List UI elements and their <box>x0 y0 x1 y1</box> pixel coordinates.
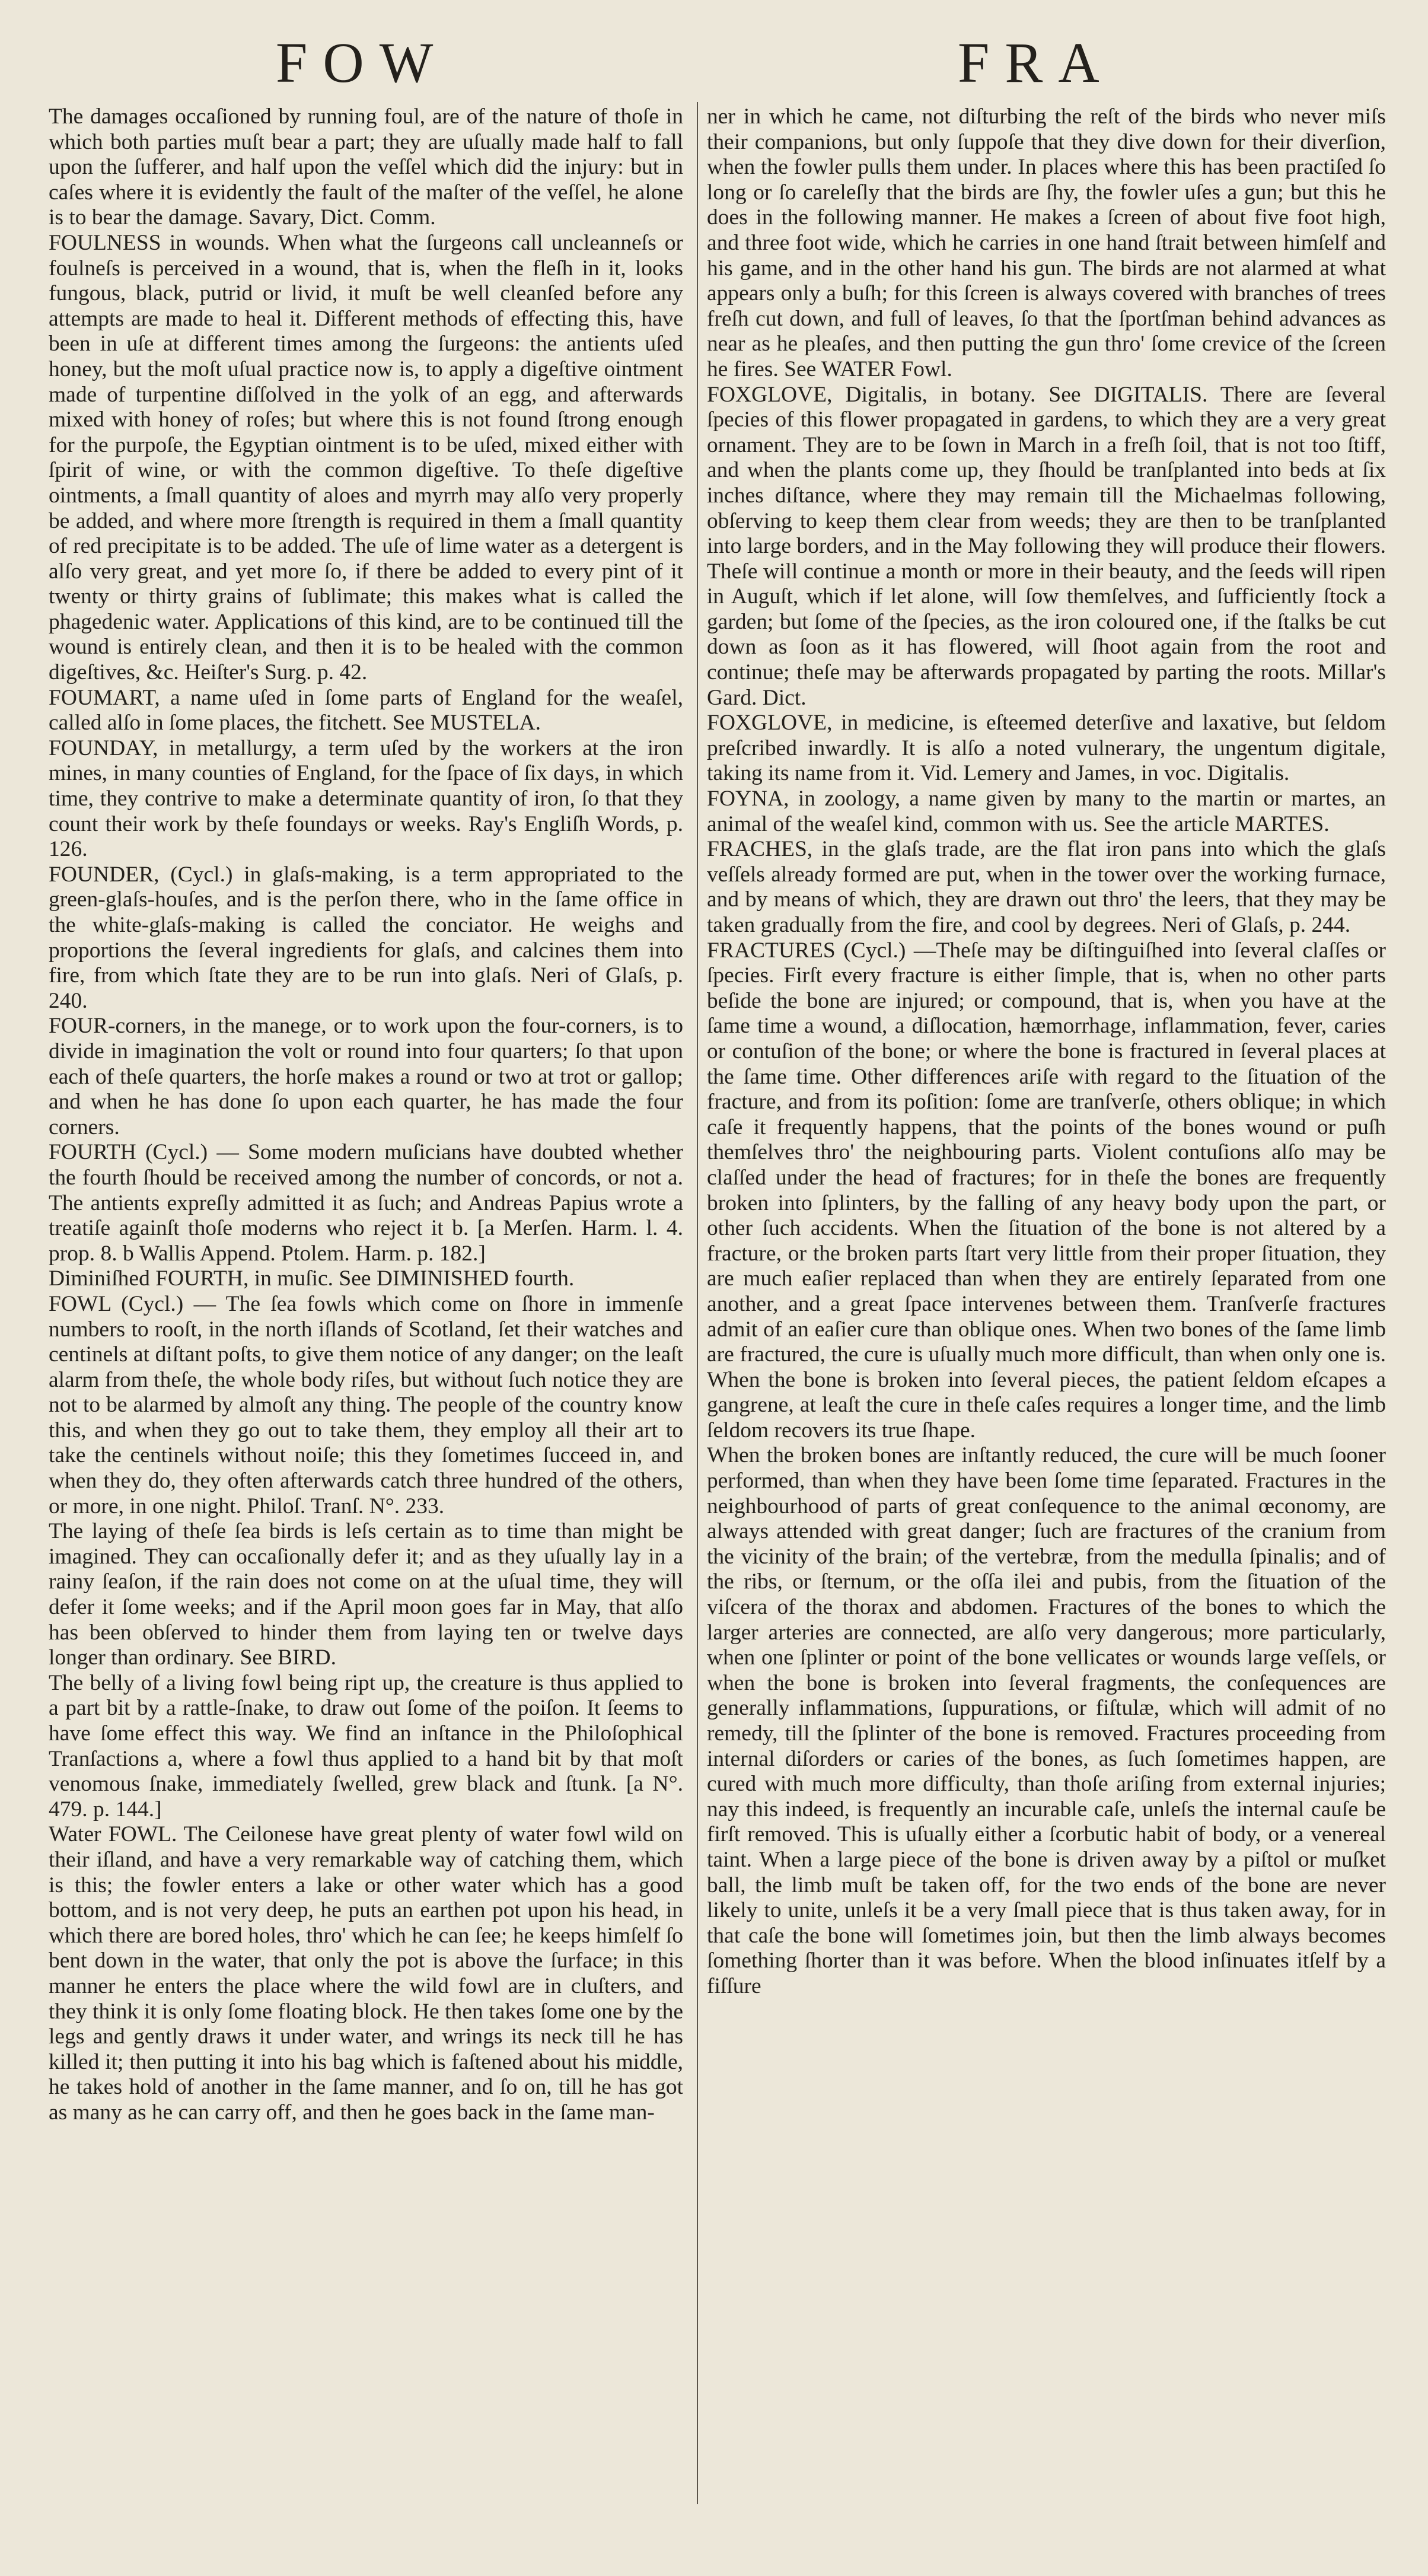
entry: FOUMART, a name uſed in ſome parts of England for the weaſel, called alſo in ſome places, the fitchett. See MUSTELA. <box>49 685 683 735</box>
entry: FOUNDAY, in metallurgy, a term uſed by the workers at the iron mines, in many counties of England, for the ſpace of ſix days, in which time, they contrive to make a determinate quantity of iron, ſo that they count their work by theſe foundays or weeks. Ray's Engliſh Words, p. 126. <box>49 735 684 862</box>
entry: FRACTURES (Cycl.) —Theſe may be diſtinguiſhed into ſeveral claſſes or ſpecies. Firſt every fracture is either ſimple, that is, when no other parts beſide the bone are injured; or compound, that is, when you have at the ſame time a wound, a diſlocation, hæmorrhage, inflammation, fever, caries or contuſion of the bone; or where the bone is fractured in ſeveral places at the ſame time. Other differences ariſe with regard to the ſituation of the fracture, and from its poſition: ſome are tranſverſe, others oblique; in which caſe it frequently happens, that the points of the bones wound or puſh themſelves thro' the neighbouring parts. Violent contuſions alſo may be claſſed under the head of fractures; for in theſe the bones are frequently broken into ſplinters, by the falling of any heavy body upon the part, or other ſuch accidents. When the ſituation of the bone is not altered by a fracture, or the broken parts ſtart very little from their proper ſituation, they are much eaſier replaced than when they are entirely ſeparated from one another, and a great ſpace intervenes between them. Tranſverſe fractures admit of an eaſier cure than oblique ones. When two bones of the ſame limb are fractured, the cure is uſually much more difficult, than when only one is. When the bone is broken into ſeveral pieces, the patient ſeldom eſcapes a gangrene, at leaſt the cure in theſe caſes requires a longer time, and the limb ſeldom recovers its true ſhape. <box>707 938 1386 1443</box>
column-divider <box>697 102 698 2504</box>
right-column <box>707 104 1386 1999</box>
left-column <box>49 104 683 2126</box>
entry: The laying of theſe ſea birds is leſs certain as to time than might be imagined. They can occaſionally defer it; and as they uſually lay in a rainy ſeaſon, if the rain does not come on at the uſual time, they will defer it ſome weeks; and if the April moon goes far in May, that alſo has been obſerved to hinder them from laying ten or twelve days longer than ordinary. See BIRD. <box>49 1519 683 1670</box>
entry: FOUNDER, (Cycl.) in glaſs-making, is a term appropriated to the green-glaſs-houſes, and is the perſon there, who in the ſame office in the white-glaſs-making is called the conciator. He weighs and proportions the ſeveral ingredients for glaſs, and calcines them into fire, from which ſtate they are to be run into glaſs. Neri of Glaſs, p. 240. <box>49 862 683 1013</box>
running-head-right: FRA <box>958 31 1115 94</box>
entry: FOXGLOVE, in medicine, is eſteemed deterſive and laxative, but ſeldom preſcribed inwardly. It is alſo a noted vulnerary, the ungentum digitale, taking its name from it. Vid. Lemery and James, in voc. Digitalis. <box>707 711 1386 786</box>
entry: Water FOWL. The Ceilonese have great plenty of water fowl wild on their iſland, and have a very remarkable way of catching them, which is this; the fowler enters a lake or other water which has a good bottom, and is not very deep, he puts an earthen pot upon his head, in which there are bored holes, thro' which he can ſee; he keeps himſelf ſo bent down in the water, that only the pot is above the ſurface; in this manner he enters the place where the wild fowl are in cluſters, and they think it is only ſome floating block. He then takes ſome one by the legs and gently draws it under water, and wrings its neck till he has killed it; then putting it into his bag which is faſtened about his middle, he takes hold of another in the ſame manner, and ſo on, till he has got as many as he can carry off, and then he goes back in the ſame man- <box>49 1822 683 2125</box>
entry: FOULNESS in wounds. When what the ſurgeons call uncleanneſs or foulneſs is perceived in a wound, that is, when the fleſh in it, looks fungous, black, putrid or livid, it muſt be well cleanſed before any attempts are made to heal it. Different methods of effecting this, have been in uſe at different times among the ſurgeons: the antients uſed honey, but the moſt uſual practice now is, to apply a digeſtive ointment made of turpentine diſſolved in the yolk of an egg, and afterwards mixed with honey of roſes; but where this is not found ſtrong enough for the purpoſe, the Egyptian ointment is to be uſed, mixed either with ſpirit of wine, or with the common digeſtive. To theſe digeſtive ointments, a ſmall quantity of aloes and myrrh may alſo very properly be added, and where more ſtrength is required in them a ſmall quantity of red precipitate is to be added. The uſe of lime water as a detergent is alſo very great, and yet more ſo, if there be added to every pint of it twenty or thirty grains of ſublimate; this makes what is called the phagedenic water. Applications of this kind, are to be continued till the wound is entirely clean, and then it is to be healed with the common digeſtives, &c. Heiſter's Surg. p. 42. <box>49 230 683 685</box>
entry: ner in which he came, not diſturbing the reſt of the birds who never miſs their companions, but only ſuppoſe that they dive down for their diverſion, when the fowler pulls them under. In places where this has been practiſed ſo long or ſo careleſly that the birds are ſhy, the fowler uſes a gun; but this he does in the following manner. He makes a ſcreen of about five foot high, and three foot wide, which he carries in one hand ſtrait between himſelf and his game, and in the other hand his gun. The birds are not alarmed at what appears only a buſh; for this ſcreen is always covered with branches of trees freſh cut down, and full of leaves, ſo that the ſportſman behind advances as near as he pleaſes, and then putting the gun thro' ſome crevice of the ſcreen he fires. See WATER Fowl. <box>707 104 1386 381</box>
entry: FRACHES, in the glaſs trade, are the flat iron pans into which the glaſs veſſels already formed are put, when in the tower over the working furnace, and by means of which, they are drawn out thro' the leers, that they may be taken gradually from the fire, and cool by degrees. Neri of Glaſs, p. 244. <box>707 837 1386 937</box>
entry: FOXGLOVE, Digitalis, in botany. See DIGITALIS. There are ſeveral ſpecies of this flower propagated in gardens, to which they are a very great ornament. They are to be ſown in March in a freſh ſoil, that is not too ſtiff, and when the plants come up, they ſhould be tranſplanted into beds at ſix inches diſtance, where they may remain till the Michaelmas following, obſerving to keep them clear from weeds; they are then to be tranſplanted into large borders, and in the May following they will produce their flowers. Theſe will continue a month or more in their beauty, and the ſeeds will ripen in Auguſt, which if let alone, will ſow themſelves, and ſufficiently ſtock a garden; but ſome of the ſpecies, as the iron coloured one, if the ſtalks be cut down as ſoon as it has flowered, will ſhoot again from the root and continue; theſe may be afterwards propagated by parting the roots. Millar's Gard. Dict. <box>707 382 1386 710</box>
entry: FOWL (Cycl.) — The ſea fowls which come on ſhore in immenſe numbers to rooſt, in the north iſlands of Scotland, ſet their watches and centinels at diſtant poſts, to give them notice of any danger; on the leaſt alarm from theſe, the whole body riſes, but without ſuch notice they are not to be alarmed by almoſt any thing. The people of the country know this, and when they go out to take them, they employ all their art to take the centinels without noiſe; this they ſometimes ſucceed in, and when they do, they often afterwards catch three hundred of the others, or more, in one night. Philoſ. Tranſ. N°. 233. <box>49 1291 683 1518</box>
entry: Diminiſhed FOURTH, in muſic. See DIMINISHED fourth. <box>49 1266 575 1291</box>
entry: The belly of a living fowl being ript up, the creature is thus applied to a part bit by a rattle-ſnake, to draw out ſome of the poiſon. It ſeems to have ſome effect this way. We find an inſtance in the Philoſophical Tranſactions a, where a fowl thus applied to a hand bit by that moſt venomous ſnake, immediately ſwelled, grew black and ſtunk. [a N°. 479. p. 144.] <box>49 1670 683 1822</box>
entry: When the broken bones are inſtantly reduced, the cure will be much ſooner performed, than when they have been ſome time ſeparated. Fractures in the neighbourhood of parts of great conſequence to the animal œconomy, are always attended with great danger; ſuch are fractures of the cranium from the vicinity of the brain; of the vertebræ, from the medulla ſpinalis; and of the ribs, or ſternum, or the oſſa ilei and pubis, from the ſituation of the viſcera of the thorax and abdomen. Fractures of the bones to which the larger arteries are connected, are alſo very dangerous; more particularly, when one ſplinter or point of the bone vellicates or wounds large veſſels, or when the bone is broken into ſeveral fragments, the conſequences are generally inflammations, ſuppurations, or fiſtulæ, which will admit of no remedy, till the ſplinter of the bone is removed. Fractures proceeding from internal diſorders or caries of the bones, as ſuch ſometimes happen, are cured with much more difficulty, than thoſe ariſing from external injuries; nay this indeed, is frequently an incurable caſe, unleſs the internal cauſe be firſt removed. This is uſually either a ſcorbutic habit of body, or a venereal taint. When a large piece of the bone is driven away by a piſtol or muſket ball, the limb muſt be taken off, for the two ends of the bone are never likely to unite, unleſs it be a very ſmall piece that is thus taken away, for in that caſe the bone will ſometimes join, but then the limb always becomes ſomething ſhorter than it was before. When the blood inſinuates itſelf by a fiſſure <box>707 1443 1386 1998</box>
entry: FOURTH (Cycl.) — Some modern muſicians have doubted whether the fourth ſhould be received among the number of concords, or not a. The antients expreſly admitted it as ſuch; and Andreas Papius wrote a treatiſe againſt thoſe moderns who reject it b. [a Merſen. Harm. l. 4. prop. 8. b Wallis Append. Ptolem. Harm. p. 182.] <box>49 1140 684 1266</box>
entry: FOUR-corners, in the manege, or to work upon the four-corners, is to divide in imagination the volt or round into four quarters; ſo that upon each of theſe quarters, the horſe makes a round or two at trot or gallop; and when he has done ſo upon each quarter, he has made the four corners. <box>49 1014 684 1139</box>
entry: FOYNA, in zoology, a name given by many to the martin or martes, an animal of the weaſel kind, common with us. See the article MARTES. <box>707 787 1386 836</box>
entry: The damages occaſioned by running foul, are of the nature of thoſe in which both parties muſt bear a part; they are uſually made half to fall upon the ſufferer, and half upon the veſſel which did the injury: but in caſes where it is evidently the fault of the maſter of the veſſel, he alone is to bear the damage. Savary, Dict. Comm. <box>49 104 683 230</box>
running-head-left: FOW <box>276 31 449 94</box>
